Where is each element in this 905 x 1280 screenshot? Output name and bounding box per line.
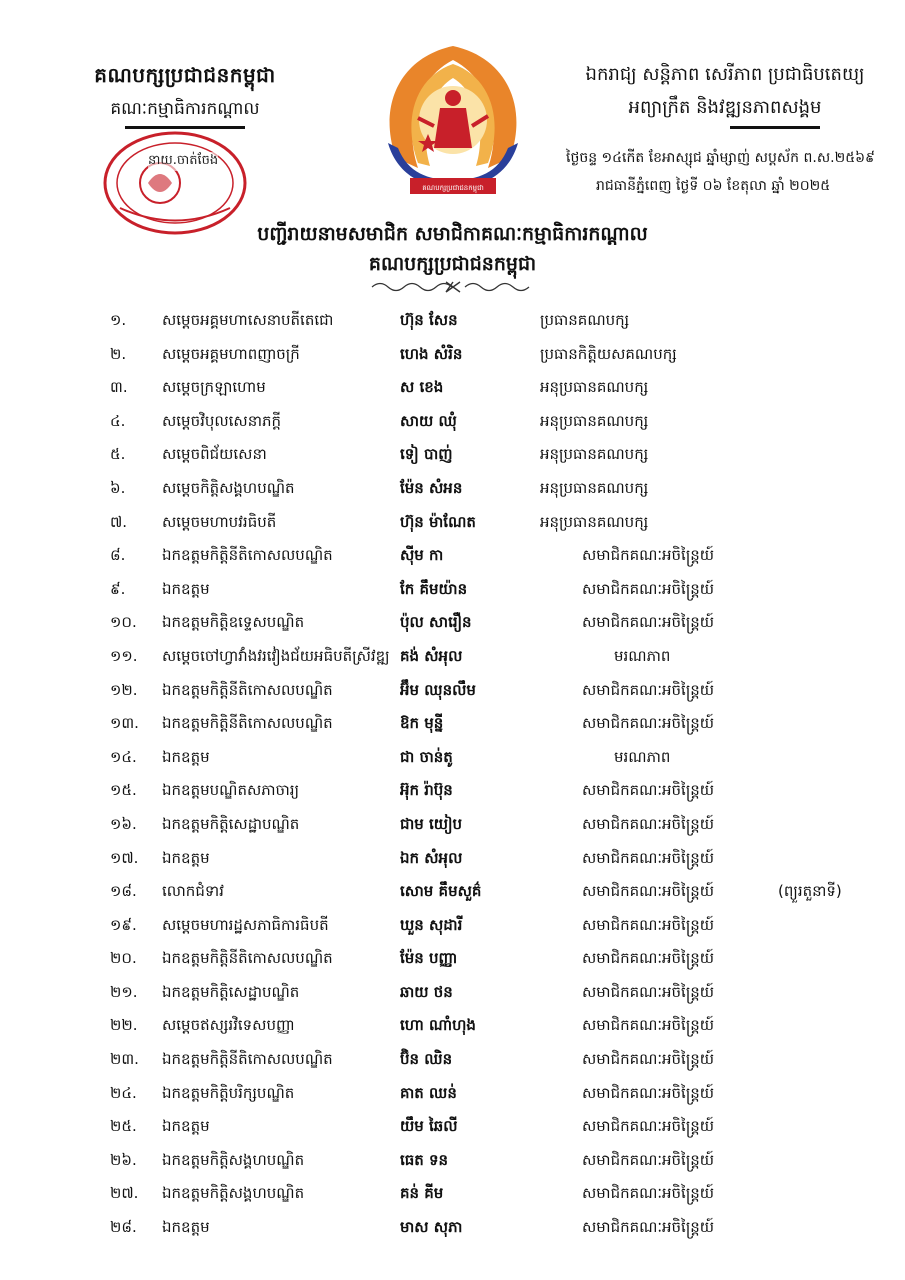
member-name: ជា ចាន់តូ xyxy=(400,747,453,766)
member-row xyxy=(0,1010,905,1044)
member-row xyxy=(0,775,905,809)
member-position: សមាជិកគណៈអចិន្ត្រៃយ៍ xyxy=(582,1016,715,1035)
member-number: ២០. xyxy=(110,949,137,968)
member-position: អនុប្រធានគណបក្ស xyxy=(540,411,649,430)
member-position: សមាជិកគណៈអចិន្ត្រៃយ៍ xyxy=(582,915,715,934)
member-honorific: សម្ដេចអគ្គមហាសេនាបតីតេជោ xyxy=(162,311,334,329)
member-number: ១៣. xyxy=(110,714,139,733)
member-position: សមាជិកគណៈអចិន្ត្រៃយ៍ xyxy=(582,1218,715,1237)
member-row xyxy=(0,1044,905,1078)
member-number: ២៤. xyxy=(110,1083,137,1102)
kingdom-motto: ឯករាជ្យ សន្តិភាព សេរីភាព ប្រជាធិបតេយ្យ xyxy=(585,64,865,85)
member-row xyxy=(0,1145,905,1179)
member-row xyxy=(0,1078,905,1112)
member-row xyxy=(0,473,905,507)
member-honorific: ឯកឧត្តម xyxy=(162,747,210,766)
member-position: អនុប្រធានគណបក្ស xyxy=(540,478,649,497)
member-honorific: ឯកឧត្តមកិត្តិបរិក្សបណ្ឌិត xyxy=(162,1083,295,1102)
member-row xyxy=(0,708,905,742)
date-lunar: ថ្ងៃចន្ទ ១៤កើត ខែអាស្សុជ ឆ្នាំម្សាញ់ សប្តស័ក ព.ស.២៥៦៩ xyxy=(566,150,875,166)
member-name: ឯក សំអុល xyxy=(400,848,463,867)
member-number: ១២. xyxy=(110,680,138,699)
member-note: (ព្យួរតួនាទី) xyxy=(778,882,842,901)
document-subtitle: គណបក្សប្រជាជនកម្ពុជា xyxy=(368,253,537,275)
member-position: សមាជិកគណៈអចិន្ត្រៃយ៍ xyxy=(582,613,715,632)
member-row xyxy=(0,641,905,675)
member-name: ជាម យៀប xyxy=(400,814,463,833)
member-name: គាត ឈន់ xyxy=(400,1083,457,1102)
member-honorific: ឯកឧត្តមកិត្តិនីតិកោសលបណ្ឌិត xyxy=(162,714,333,733)
member-honorific: ឯកឧត្តមកិត្តិនីតិកោសលបណ្ឌិត xyxy=(162,1050,333,1069)
committee-name: គណៈកម្មាធិការកណ្ដាល xyxy=(110,99,260,119)
kingdom-header xyxy=(560,62,890,129)
member-position: មរណភាព xyxy=(614,747,671,766)
member-number: ១០. xyxy=(110,613,137,632)
member-row xyxy=(0,809,905,843)
member-position: សមាជិកគណៈអចិន្ត្រៃយ៍ xyxy=(582,949,715,968)
member-honorific: សម្ដេចពិជ័យសេនា xyxy=(162,445,267,464)
member-honorific: ឯកឧត្តមកិត្តិនីតិកោសលបណ្ឌិត xyxy=(162,680,333,699)
member-number: ៨. xyxy=(110,546,126,565)
member-number: ១៧. xyxy=(110,848,139,867)
member-position: សមាជិកគណៈអចិន្ត្រៃយ៍ xyxy=(582,848,715,867)
member-honorific: សម្ដេចអគ្គមហាពញាចក្រី xyxy=(162,344,300,363)
member-name: ម៉ែន បញ្ញា xyxy=(400,949,458,968)
member-honorific: លោកជំទាវ xyxy=(162,882,224,901)
ministry-motto: អព្យាក្រឹត និងវឌ្ឍនភាពសង្គម xyxy=(628,97,822,118)
member-honorific: ឯកឧត្តមកិត្តិនីតិកោសលបណ្ឌិត xyxy=(162,546,333,565)
member-row xyxy=(0,439,905,473)
member-list xyxy=(0,305,905,1246)
member-position: សមាជិកគណៈអចិន្ត្រៃយ៍ xyxy=(582,982,715,1001)
member-honorific: ឯកឧត្តមកិត្តិសង្គហបណ្ឌិត xyxy=(162,1184,305,1203)
member-name: ឱក មុន្នី xyxy=(400,714,444,733)
member-number: ៦. xyxy=(110,478,126,497)
member-honorific: ឯកឧត្តមកិត្តិសង្គហបណ្ឌិត xyxy=(162,1150,305,1169)
member-number: ២៥. xyxy=(110,1117,137,1136)
member-position: សមាជិកគណៈអចិន្ត្រៃយ៍ xyxy=(582,1083,715,1102)
party-header xyxy=(40,62,330,129)
member-position: សមាជិកគណៈអចិន្ត្រៃយ៍ xyxy=(582,1050,715,1069)
member-honorific: ឯកឧត្តមកិត្តិសេដ្ឋាបណ្ឌិត xyxy=(162,982,300,1001)
member-honorific: សម្ដេចឥស្សរវិទេសបញ្ញា xyxy=(162,1016,295,1035)
member-row xyxy=(0,305,905,339)
member-row xyxy=(0,977,905,1011)
member-row xyxy=(0,372,905,406)
member-honorific: ឯកឧត្តម xyxy=(162,1117,210,1136)
member-number: ២៨. xyxy=(110,1218,137,1237)
member-name: ប៊ិន ឈិន xyxy=(400,1050,453,1069)
member-position: សមាជិកគណៈអចិន្ត្រៃយ៍ xyxy=(582,546,715,565)
member-name: ស៊ីម កា xyxy=(400,546,444,565)
member-number: ២៧. xyxy=(110,1184,139,1203)
party-emblem-icon xyxy=(368,38,538,206)
member-name: ប៉ុល សារឿន xyxy=(400,613,472,632)
member-row xyxy=(0,1212,905,1246)
member-row xyxy=(0,943,905,977)
member-row xyxy=(0,406,905,440)
member-honorific: សម្ដេចមហារដ្ឋសភាធិការធិបតី xyxy=(162,915,329,934)
member-number: ១៩. xyxy=(110,915,137,934)
member-honorific: សម្ដេចចៅហ្វាវាំងវរវៀងជ័យអធិបតីស្រីវឌ្ឍ xyxy=(162,646,390,665)
member-honorific: ឯកឧត្តមបណ្ឌិតសភាចារ្យ xyxy=(162,781,300,800)
member-position: សមាជិកគណៈអចិន្ត្រៃយ៍ xyxy=(582,680,715,699)
member-honorific: ឯកឧត្តម xyxy=(162,848,210,867)
member-number: ២៣. xyxy=(110,1050,139,1069)
member-honorific: ឯកឧត្តមកិត្តិនីតិកោសលបណ្ឌិត xyxy=(162,949,333,968)
member-row xyxy=(0,540,905,574)
member-name: ហោ ណាំហុង xyxy=(400,1016,476,1035)
member-row xyxy=(0,507,905,541)
member-position: សមាជិកគណៈអចិន្ត្រៃយ៍ xyxy=(582,714,715,733)
motto-underline xyxy=(730,126,820,129)
member-number: ១១. xyxy=(110,646,138,665)
member-honorific: ឯកឧត្តម xyxy=(162,1218,210,1237)
member-name: អ៊ុក រ៉ាប៊ុន xyxy=(400,781,453,800)
member-number: ១៤. xyxy=(110,747,137,766)
member-row xyxy=(0,742,905,776)
member-row xyxy=(0,876,905,910)
party-name: គណបក្សប្រជាជនកម្ពុជា xyxy=(94,63,276,87)
member-number: ៥. xyxy=(110,445,126,464)
member-row xyxy=(0,574,905,608)
decorative-divider-icon xyxy=(370,280,535,294)
member-row xyxy=(0,910,905,944)
member-position: សមាជិកគណៈអចិន្ត្រៃយ៍ xyxy=(582,882,715,901)
member-honorific: សម្ដេចក្រឡាហោម xyxy=(162,378,266,397)
date-solar: រាជធានីភ្នំពេញ ថ្ងៃទី ០៦ ខែតុលា ឆ្នាំ ២០២៥ xyxy=(596,178,831,194)
member-position: សមាជិកគណៈអចិន្ត្រៃយ៍ xyxy=(582,1117,715,1136)
member-number: ១៥. xyxy=(110,781,137,800)
member-name: ឃួន សុដារី xyxy=(400,915,463,934)
member-position: មរណភាព xyxy=(614,646,671,665)
member-number: ៣. xyxy=(110,378,128,397)
member-position: អនុប្រធានគណបក្ស xyxy=(540,378,649,397)
member-honorific: សម្ដេចវិបុលសេនាភក្ដី xyxy=(162,411,282,430)
member-honorific: ឯកឧត្តមកិត្តិសេដ្ឋាបណ្ឌិត xyxy=(162,814,300,833)
member-row xyxy=(0,675,905,709)
member-honorific: សម្ដេចមហាបវរធិបតី xyxy=(162,512,277,531)
member-name: ឆាយ ថន xyxy=(400,982,453,1001)
member-name: សោម គឹមសួគ៌ xyxy=(400,882,482,901)
member-honorific: ឯកឧត្តម xyxy=(162,579,210,598)
member-name: ហេង សំរិន xyxy=(400,344,463,363)
member-name: ធេត ទន xyxy=(400,1150,449,1169)
member-name: សាយ ឈុំ xyxy=(400,411,457,430)
member-position: ប្រធានគណបក្ស xyxy=(540,311,630,329)
member-number: ១៦. xyxy=(110,814,137,833)
member-row xyxy=(0,339,905,373)
stamp-label: នាយ.ចាត់ចែង xyxy=(148,152,218,171)
member-row xyxy=(0,843,905,877)
member-honorific: សម្ដេចកិត្តិសង្គហបណ្ឌិត xyxy=(162,478,295,497)
member-number: ២. xyxy=(110,344,127,363)
member-position: សមាជិកគណៈអចិន្ត្រៃយ៍ xyxy=(582,814,715,833)
member-position: អនុប្រធានគណបក្ស xyxy=(540,512,649,531)
member-number: ២៦. xyxy=(110,1150,137,1169)
member-number: ១៨. xyxy=(110,882,137,901)
member-row xyxy=(0,1178,905,1212)
member-number: ១. xyxy=(110,311,127,329)
member-name: គន់ គីម xyxy=(400,1184,444,1203)
member-position: សមាជិកគណៈអចិន្ត្រៃយ៍ xyxy=(582,579,715,598)
member-position: អនុប្រធានគណបក្ស xyxy=(540,445,649,464)
member-name: ហ៊ុន ម៉ាណែត xyxy=(400,512,476,531)
member-position: សមាជិកគណៈអចិន្ត្រៃយ៍ xyxy=(582,1150,715,1169)
member-name: ហ៊ុន សែន xyxy=(400,311,458,329)
member-number: ២២. xyxy=(110,1016,138,1035)
member-number: ៧. xyxy=(110,512,128,531)
member-name: កែ គឹមយ៉ាន xyxy=(400,579,468,598)
member-name: យឹម ឆៃលី xyxy=(400,1117,458,1136)
member-row xyxy=(0,607,905,641)
logo-banner: គណបក្សប្រជាជនកម្ពុជា xyxy=(422,184,484,192)
member-number: ២១. xyxy=(110,982,138,1001)
member-name: ទៀ បាញ់ xyxy=(400,445,453,464)
member-name: អ៊ឹម ឈុនលឹម xyxy=(400,680,476,699)
member-position: សមាជិកគណៈអចិន្ត្រៃយ៍ xyxy=(582,1184,715,1203)
member-position: សមាជិកគណៈអចិន្ត្រៃយ៍ xyxy=(582,781,715,800)
member-honorific: ឯកឧត្តមកិត្តិឧទ្ទេសបណ្ឌិត xyxy=(162,613,305,632)
document-title: បញ្ជីរាយនាមសមាជិក សមាជិកាគណៈកម្មាធិការកណ្ដាល xyxy=(257,223,648,245)
member-name: ស ខេង xyxy=(400,378,444,397)
member-name: ម៉ែន សំអន xyxy=(400,478,463,497)
member-number: ៩. xyxy=(110,579,126,598)
member-name: មាស សុភា xyxy=(400,1218,463,1237)
member-number: ៤. xyxy=(110,411,126,430)
member-position: ប្រធានកិត្តិយសគណបក្ស xyxy=(540,344,677,363)
member-name: គង់ សំអុល xyxy=(400,646,463,665)
member-row xyxy=(0,1111,905,1145)
